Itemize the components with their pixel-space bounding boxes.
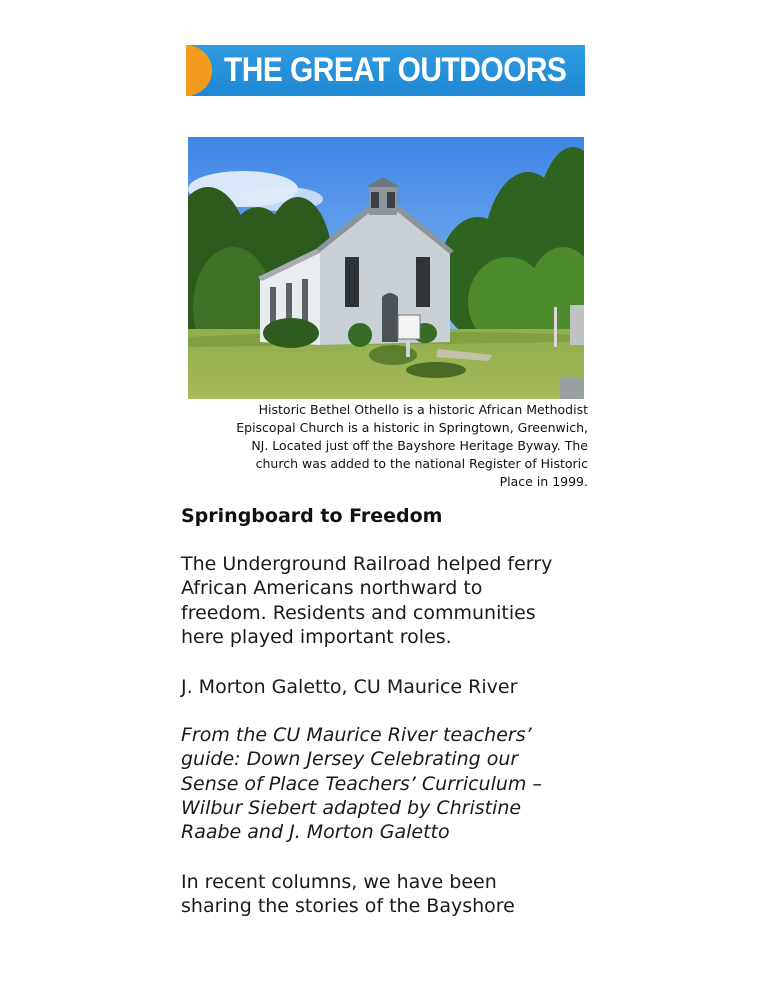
photo-caption [188, 401, 588, 491]
source-line: Wilbur Siebert adapted by Christine [181, 796, 522, 819]
intro-line: African Americans northward to [181, 577, 483, 600]
caption-line: Episcopal Church is a historic in Springtown, Greenwich, [236, 420, 588, 435]
caption-line: NJ. Located just off the Bayshore Heritage Byway. The [251, 438, 588, 453]
banner-title: THE GREAT OUTDOORS [224, 51, 567, 89]
caption-line: Historic Bethel Othello is a historic African Methodist [258, 402, 588, 417]
body-line: sharing the stories of the Bayshore [181, 895, 515, 918]
intro-paragraph [181, 552, 601, 649]
source-paragraph [181, 723, 601, 844]
intro-line: here played important roles. [181, 625, 452, 648]
intro-line: The Underground Railroad helped ferry [181, 553, 553, 575]
body-paragraph [181, 870, 601, 919]
source-line: Raabe and J. Morton Galetto [181, 821, 450, 844]
church-photo [188, 137, 584, 399]
source-line: Sense of Place Teachers’ Curriculum – [181, 772, 542, 795]
section-banner [186, 45, 585, 96]
caption-line: Place in 1999. [499, 474, 588, 489]
caption-line: church was added to the national Register of Historic [255, 456, 588, 471]
intro-line: freedom. Residents and communities [181, 601, 536, 624]
article-heading: Springboard to Freedom [181, 505, 443, 527]
body-line: In recent columns, we have been [181, 871, 497, 893]
source-line: From the CU Maurice River teachers’ [181, 724, 532, 746]
source-line: guide: Down Jersey Celebrating our [181, 748, 519, 771]
byline: J. Morton Galetto, CU Maurice River [181, 676, 518, 698]
